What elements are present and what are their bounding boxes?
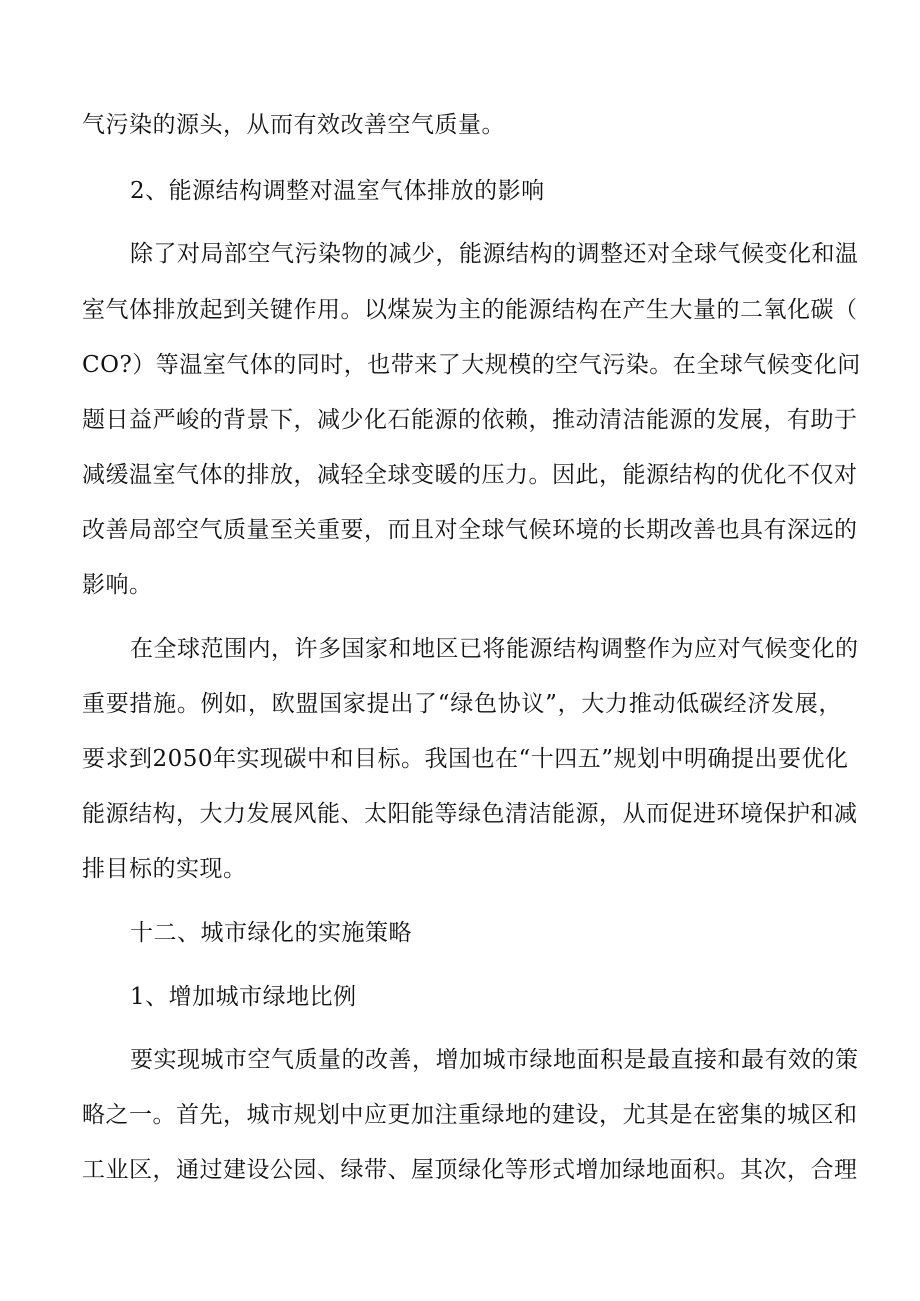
paragraph-1-line-3: CO?）等温室气体的同时，也带来了大规模的空气污染。在全球气候变化问 — [82, 352, 861, 378]
paragraph-1-line-6: 改善局部空气质量至关重要，而且对全球气候环境的长期改善也具有深远的 — [82, 517, 858, 543]
section-heading-12: 十二、城市绿化的实施策略 — [130, 920, 412, 946]
paragraph-1-line-7: 影响。 — [82, 572, 153, 598]
paragraph-2-line-4: 能源结构，大力发展风能、太阳能等绿色清洁能源，从而促进环境保护和减 — [82, 801, 858, 827]
paragraph-1-line-4: 题日益严峻的背景下，减少化石能源的依赖，推动清洁能源的发展，有助于 — [82, 407, 858, 433]
paragraph-3-line-1: 要实现城市空气质量的改善，增加城市绿地面积是最直接和最有效的策 — [130, 1047, 859, 1073]
text-line-1: 气污染的源头，从而有效改善空气质量。 — [82, 112, 505, 138]
paragraph-2-line-2: 重要措施。例如，欧盟国家提出了“绿色协议”，大力推动低碳经济发展， — [82, 691, 842, 717]
subsection-heading-1: 1、增加城市绿地比例 — [130, 984, 357, 1010]
section-heading-2: 2、能源结构调整对温室气体排放的影响 — [130, 178, 545, 204]
paragraph-3-line-3: 工业区，通过建设公园、绿带、屋顶绿化等形式增加绿地面积。其次，合理 — [82, 1157, 858, 1183]
paragraph-3-line-2: 略之一。首先，城市规划中应更加注重绿地的建设，尤其是在密集的城区和 — [82, 1102, 858, 1128]
paragraph-1-line-5: 减缓温室气体的排放，减轻全球变暖的压力。因此，能源结构的优化不仅对 — [82, 462, 858, 488]
paragraph-2-line-1: 在全球范围内，许多国家和地区已将能源结构调整作为应对气候变化的 — [130, 636, 859, 662]
paragraph-1-line-1: 除了对局部空气污染物的减少，能源结构的调整还对全球气候变化和温 — [130, 241, 859, 267]
paragraph-2-line-3: 要求到2050年实现碳中和目标。我国也在“十四五”规划中明确提出要优化 — [82, 746, 849, 772]
paragraph-1-line-2: 室气体排放起到关键作用。以煤炭为主的能源结构在产生大量的二氧化碳（ — [82, 297, 858, 323]
paragraph-2-line-5: 排目标的实现。 — [82, 856, 247, 882]
